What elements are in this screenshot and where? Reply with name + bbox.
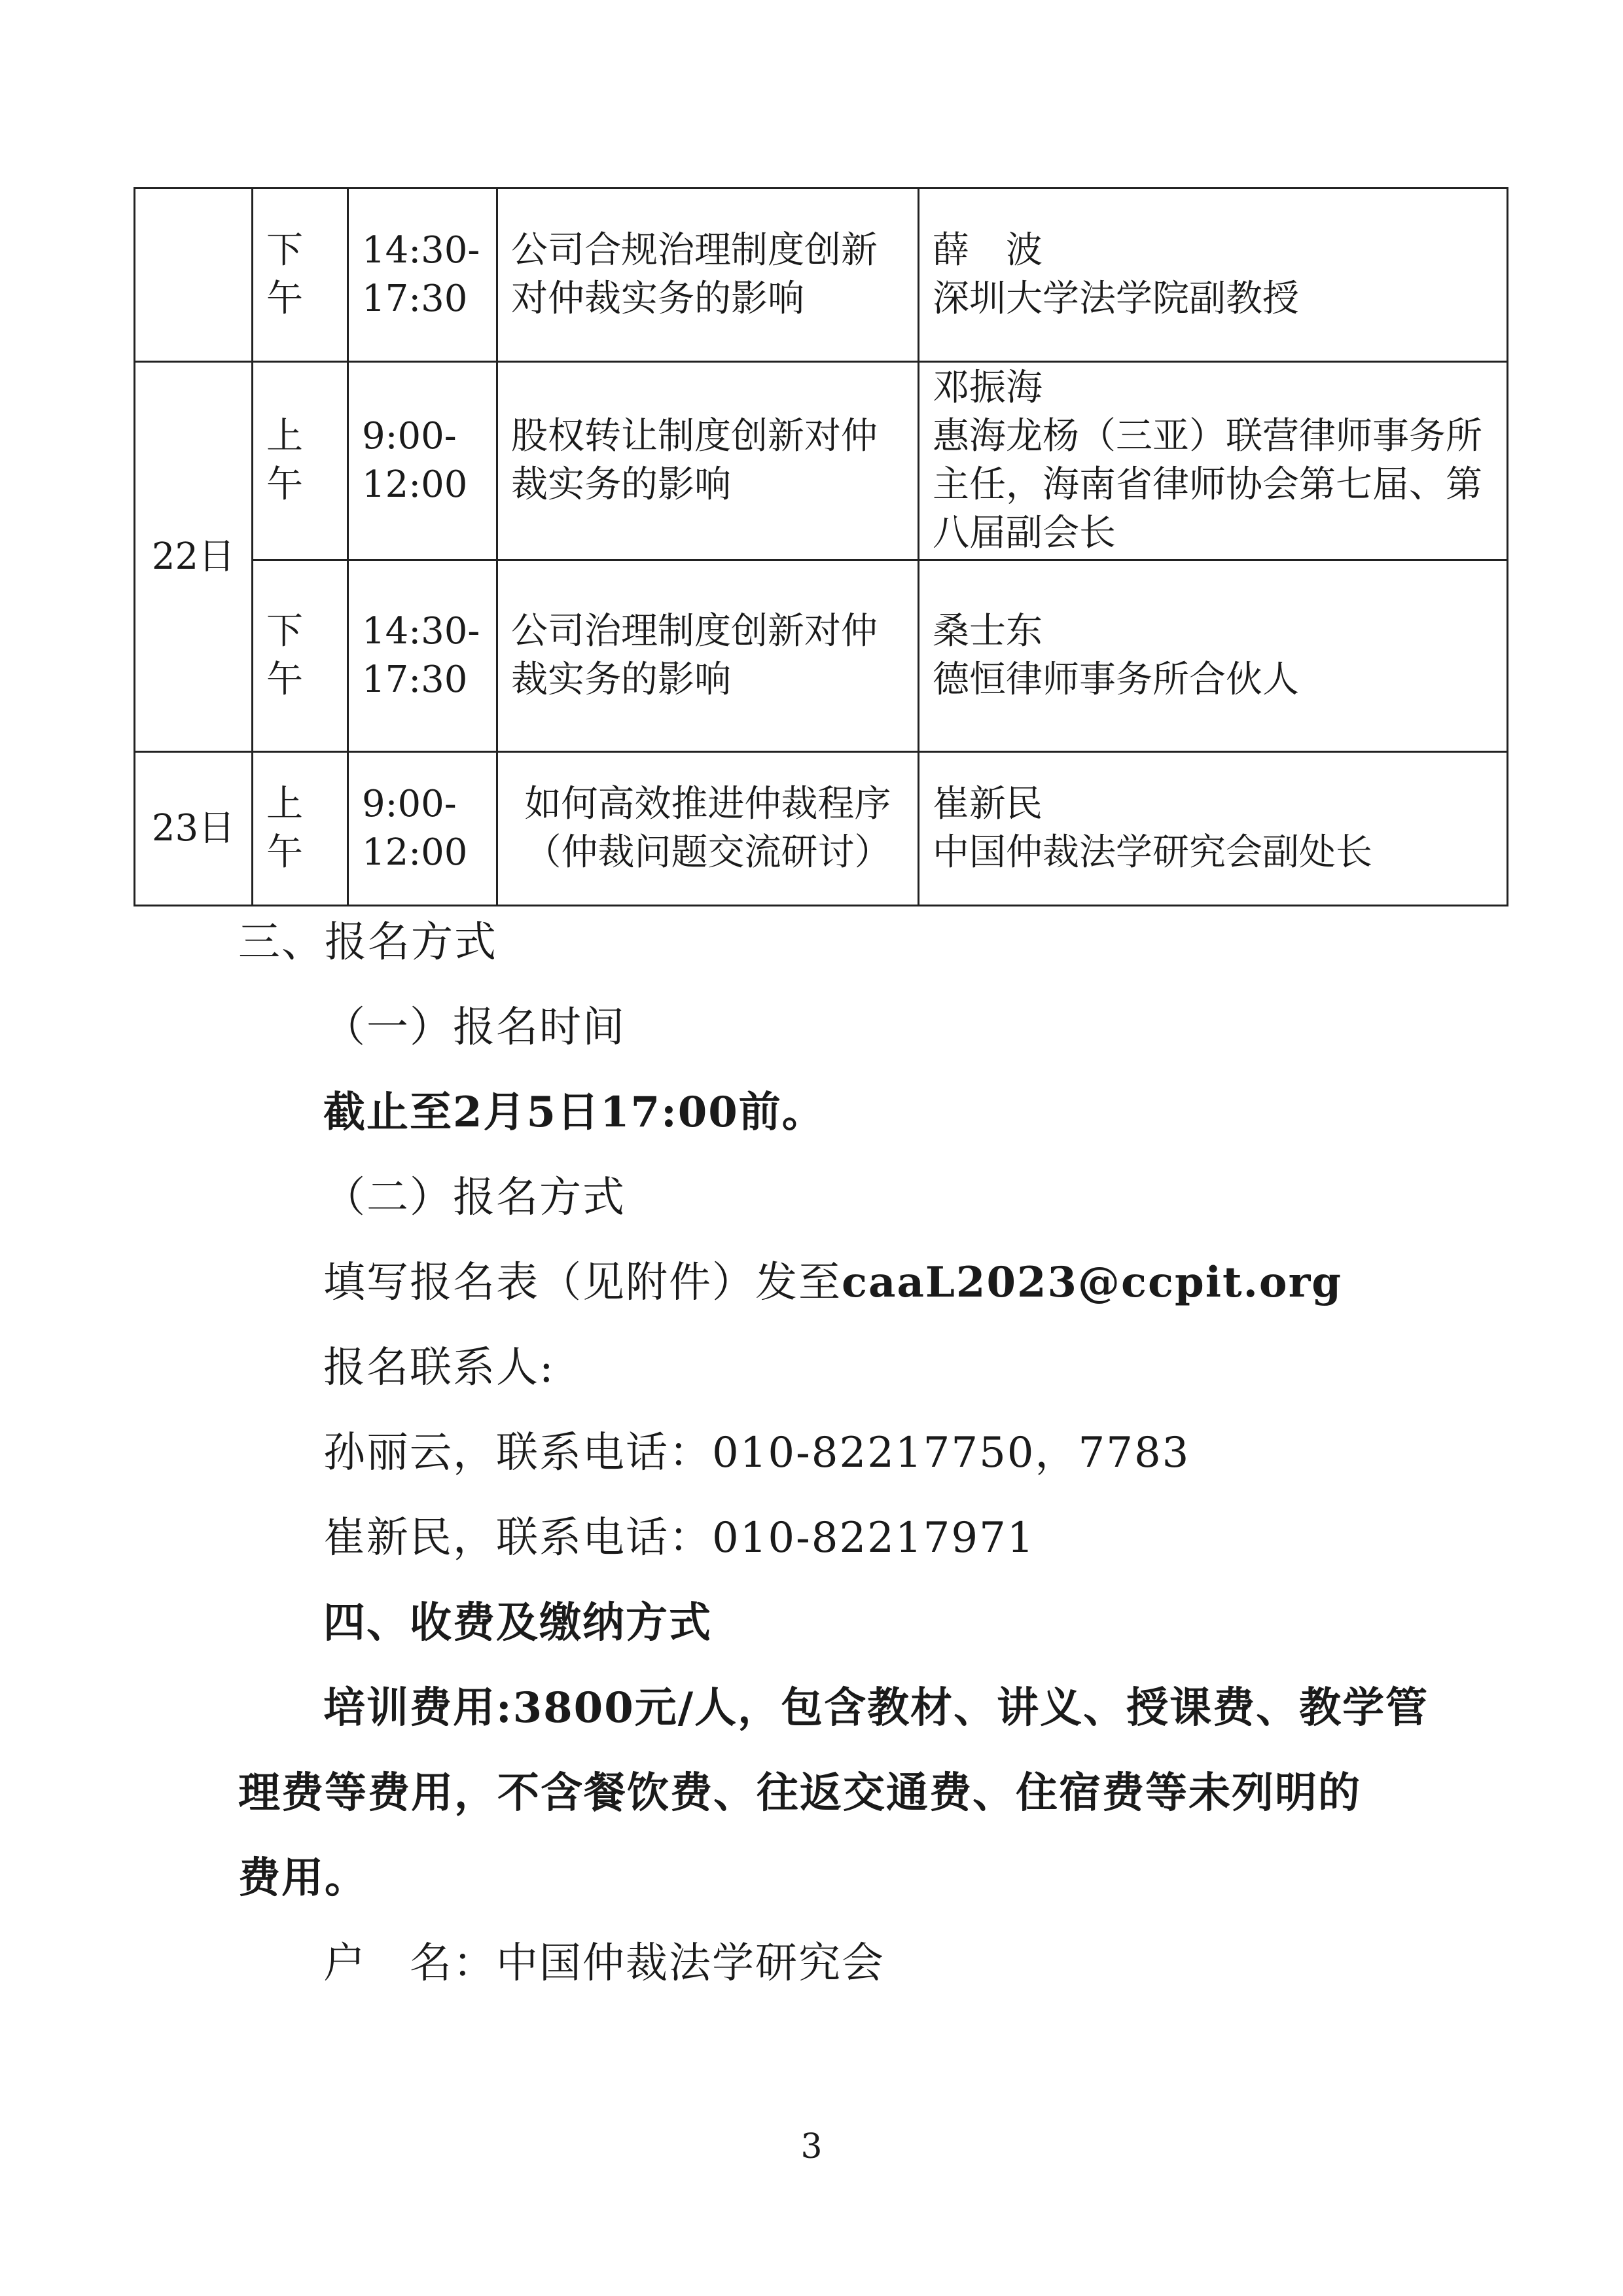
date-cell: 23日: [135, 752, 253, 906]
time-start: 9:00-: [362, 783, 457, 825]
speaker-title: 中国仲裁法学研究会副处长: [933, 831, 1372, 874]
period-char: 上: [266, 415, 303, 457]
topic-cell: 如何高效推进仲裁程序（仲裁问题交流研讨）: [497, 752, 919, 906]
fees-line-2: 理费等费用，不含餐饮费、往返交通费、住宿费等未列明的: [238, 1768, 1361, 1818]
period-char: 下: [266, 610, 303, 653]
period-char: 上: [266, 783, 303, 825]
table-row: [135, 188, 1508, 362]
period-char: 下: [266, 229, 303, 272]
registration-time-subheading: （一）报名时间: [323, 1003, 626, 1052]
topic-cell: 公司合规治理制度创新对仲裁实务的影响: [497, 188, 919, 362]
registration-contact-label: 报名联系人:: [323, 1344, 555, 1392]
time-start: 9:00-: [362, 415, 457, 457]
speaker-cell: [919, 188, 1508, 362]
speaker-name: 薛 波: [933, 229, 1043, 272]
time-cell: [348, 188, 497, 362]
speaker-cell: [919, 560, 1508, 752]
speaker-title: 惠海龙杨（三亚）联营律师事务所主任，海南省律师协会第七届、第八届副会长: [933, 415, 1482, 554]
time-cell: [348, 362, 497, 560]
period-char: 午: [266, 463, 303, 506]
fees-heading: 四、收费及缴纳方式: [323, 1598, 712, 1647]
speaker-name: 邓振海: [933, 367, 1043, 409]
table-row: [135, 362, 1508, 560]
registration-deadline: 截止至2月5日17:00前。: [323, 1088, 825, 1137]
speaker-title: 德恒律师事务所合伙人: [933, 658, 1299, 701]
page-number: 3: [800, 2127, 823, 2166]
time-end: 17:30: [362, 278, 468, 320]
date-cell: [135, 188, 253, 362]
fees-line-1: 培训费用:3800元/人，包含教材、讲义、授课费、教学管: [323, 1683, 1429, 1732]
time-start: 14:30-: [362, 229, 480, 272]
table-row: [135, 752, 1508, 906]
time-end: 12:00: [362, 831, 468, 874]
date-cell: 22日: [135, 362, 253, 752]
time-cell: [348, 560, 497, 752]
period-cell: [253, 560, 348, 752]
time-cell: [348, 752, 497, 906]
topic-cell: 公司治理制度创新对仲裁实务的影响: [497, 560, 919, 752]
schedule-table: [134, 187, 1508, 906]
time-end: 17:30: [362, 658, 468, 701]
account-name: 户 名：中国仲裁法学研究会: [323, 1939, 885, 1988]
registration-contact-1: 孙丽云，联系电话：010-82217750，7783: [323, 1429, 1190, 1477]
speaker-name: 桑士东: [933, 610, 1043, 653]
registration-contact-2: 崔新民，联系电话：010-82217971: [323, 1514, 1035, 1562]
period-char: 午: [266, 831, 303, 874]
speaker-name: 崔新民: [933, 783, 1043, 825]
period-cell: [253, 752, 348, 906]
fees-line-3: 费用。: [238, 1854, 368, 1903]
period-cell: [253, 188, 348, 362]
table-row: [135, 560, 1508, 752]
time-end: 12:00: [362, 463, 468, 506]
registration-method-subheading: （二）报名方式: [323, 1174, 626, 1222]
period-char: 午: [266, 658, 303, 701]
registration-email-link[interactable]: caaL2023@ccpit.org: [842, 1258, 1343, 1307]
topic-cell: 股权转让制度创新对仲裁实务的影响: [497, 362, 919, 560]
speaker-cell: [919, 752, 1508, 906]
period-char: 午: [266, 278, 303, 320]
registration-form-line: [323, 1257, 1342, 1309]
registration-form-text: 填写报名表（见附件）发至: [323, 1259, 842, 1307]
speaker-title: 深圳大学法学院副教授: [933, 278, 1299, 320]
period-cell: [253, 362, 348, 560]
registration-heading: 三、报名方式: [238, 918, 497, 967]
time-start: 14:30-: [362, 610, 480, 653]
speaker-cell: [919, 362, 1508, 560]
